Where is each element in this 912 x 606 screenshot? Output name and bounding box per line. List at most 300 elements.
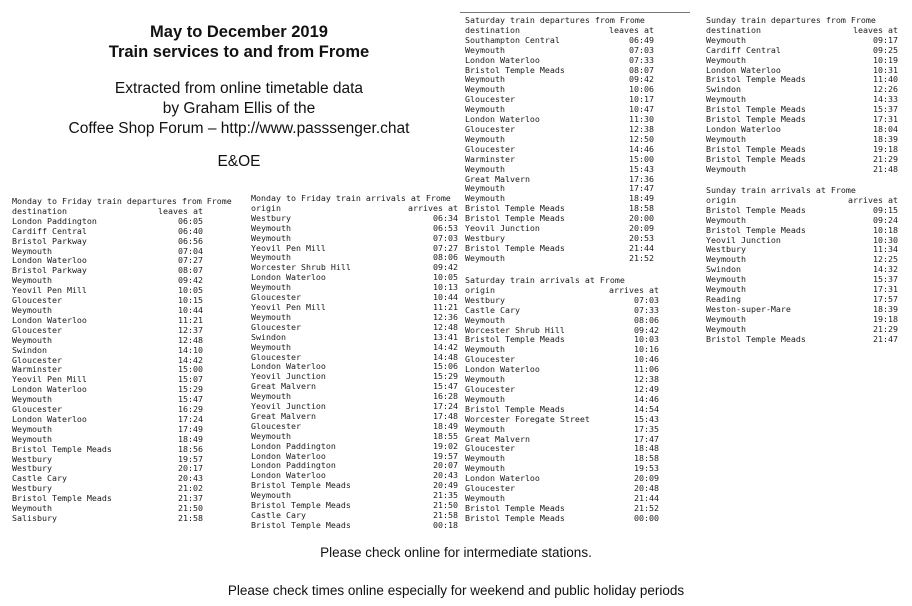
note-weekend: Please check times online especially for weekend and public holiday periods: [227, 583, 685, 598]
station-name: Bristol Temple Meads: [706, 333, 806, 344]
train-time: 18:56: [178, 443, 203, 454]
station-name: London Waterloo: [706, 64, 781, 75]
train-time: 14:10: [178, 344, 203, 355]
train-time: 17:24: [178, 413, 203, 424]
station-name: Warminster: [465, 153, 515, 164]
train-time: 18:48: [634, 443, 659, 454]
station-name: Weymouth: [251, 430, 291, 441]
station-name: Bristol Temple Meads: [465, 213, 565, 224]
station-name: Weymouth: [12, 394, 52, 405]
train-time: 10:47: [629, 104, 654, 115]
train-time: 12:38: [629, 123, 654, 134]
station-name: Yeovil Pen Mill: [251, 301, 326, 312]
train-time: 10:03: [634, 334, 659, 345]
station-name: Weymouth: [251, 222, 291, 233]
station-name: London Waterloo: [251, 272, 326, 283]
station-name: Bristol Temple Meads: [706, 104, 806, 115]
station-name: Castle Cary: [465, 304, 520, 315]
station-name: Westbury: [12, 483, 52, 494]
sun-departures-table: [706, 16, 900, 175]
station-name: Westbury: [251, 212, 291, 223]
station-name: Gloucester: [465, 123, 515, 134]
train-time: 09:15: [873, 204, 898, 215]
table-row: [12, 514, 205, 524]
table-row: [251, 521, 460, 531]
train-time: 14:42: [178, 354, 203, 365]
station-name: Weymouth: [251, 490, 291, 501]
train-time: 15:47: [433, 381, 458, 392]
station-name: Worcester Shrub Hill: [465, 324, 565, 335]
station-name: Weymouth: [706, 94, 746, 105]
station-name: Castle Cary: [12, 473, 67, 484]
train-time: 19:57: [178, 453, 203, 464]
station-name: Great Malvern: [251, 410, 316, 421]
train-time: 20:09: [634, 473, 659, 484]
train-time: 21:02: [178, 483, 203, 494]
station-name: Weymouth: [465, 314, 505, 325]
station-name: Cardiff Central: [706, 44, 781, 55]
station-name: Weymouth: [465, 252, 505, 263]
top-divider: [460, 12, 690, 13]
train-time: 14:32: [873, 264, 898, 275]
train-time: 19:18: [873, 313, 898, 324]
station-name: Gloucester: [465, 383, 515, 394]
train-time: 10:13: [433, 282, 458, 293]
station-name: Weymouth: [12, 433, 52, 444]
train-time: 10:05: [433, 272, 458, 283]
station-name: Worcester Shrub Hill: [251, 262, 351, 273]
train-time: 16:28: [433, 391, 458, 402]
train-time: 06:05: [178, 215, 203, 226]
train-time: 06:56: [178, 235, 203, 246]
train-time: 14:33: [873, 94, 898, 105]
train-time: 21:29: [873, 153, 898, 164]
station-name: Bristol Parkway: [12, 235, 87, 246]
train-time: 00:18: [433, 519, 458, 530]
column-header-time: arrives at: [609, 284, 659, 295]
train-time: 07:03: [634, 294, 659, 305]
station-name: Weymouth: [465, 104, 505, 115]
station-name: Yeovil Pen Mill: [251, 242, 326, 253]
train-time: 08:07: [178, 265, 203, 276]
station-name: Weymouth: [12, 423, 52, 434]
train-time: 09:42: [433, 262, 458, 273]
train-time: 17:31: [873, 284, 898, 295]
train-time: 10:30: [873, 234, 898, 245]
train-time: 12:36: [433, 311, 458, 322]
train-time: 10:44: [433, 292, 458, 303]
station-name: Gloucester: [465, 483, 515, 494]
train-time: 12:37: [178, 324, 203, 335]
table-title: Saturday train departures from Frome: [465, 15, 645, 25]
station-name: Weymouth: [706, 274, 746, 285]
station-name: Southampton Central: [465, 34, 560, 45]
station-name: Weymouth: [251, 391, 291, 402]
station-name: Great Malvern: [465, 173, 530, 184]
train-time: 12:38: [634, 374, 659, 385]
station-name: Swindon: [706, 264, 741, 275]
train-time: 17:35: [634, 423, 659, 434]
station-name: Bristol Temple Meads: [706, 224, 806, 235]
train-time: 10:19: [873, 54, 898, 65]
train-time: 10:18: [873, 224, 898, 235]
train-time: 14:46: [629, 143, 654, 154]
station-name: London Waterloo: [465, 54, 540, 65]
station-name: Bristol Temple Meads: [706, 74, 806, 85]
station-name: Weymouth: [465, 163, 505, 174]
train-time: 15:43: [629, 163, 654, 174]
train-time: 21:35: [433, 490, 458, 501]
train-time: 20:49: [433, 480, 458, 491]
train-time: 20:17: [178, 463, 203, 474]
station-name: Bristol Temple Meads: [706, 143, 806, 154]
station-name: Gloucester: [12, 354, 62, 365]
column-header-time: arrives at: [848, 194, 898, 205]
station-name: London Waterloo: [251, 450, 326, 461]
station-name: Bristol Temple Meads: [12, 493, 112, 504]
station-name: Westbury: [12, 463, 52, 474]
station-name: Weymouth: [465, 344, 505, 355]
station-name: Weymouth: [706, 284, 746, 295]
station-name: Bristol Temple Meads: [465, 203, 565, 214]
train-time: 07:03: [629, 44, 654, 55]
station-name: Weymouth: [12, 245, 52, 256]
station-name: Yeovil Junction: [251, 401, 326, 412]
sun-arrivals-table: [706, 186, 900, 345]
station-name: Bristol Temple Meads: [465, 334, 565, 345]
train-time: 17:36: [629, 173, 654, 184]
station-name: Weymouth: [251, 341, 291, 352]
station-name: Weymouth: [465, 183, 505, 194]
column-header-station: destination: [706, 24, 761, 35]
column-header-time: arrives at: [408, 202, 458, 213]
station-name: Weymouth: [706, 323, 746, 334]
station-name: Reading: [706, 293, 741, 304]
train-time: 21:37: [178, 493, 203, 504]
station-name: Gloucester: [12, 295, 62, 306]
station-name: Gloucester: [251, 321, 301, 332]
station-name: London Waterloo: [706, 123, 781, 134]
train-time: 19:02: [433, 440, 458, 451]
sat-departures-table: [465, 16, 656, 264]
station-name: Bristol Temple Meads: [465, 512, 565, 523]
station-name: Castle Cary: [251, 510, 306, 520]
train-time: 15:00: [178, 364, 203, 375]
source-line-3: Coffee Shop Forum – http://www.passsenger.chat: [68, 120, 410, 137]
train-time: 18:39: [873, 133, 898, 144]
train-time: 12:25: [873, 254, 898, 265]
station-name: Yeovil Junction: [465, 223, 540, 234]
station-name: Bristol Temple Meads: [706, 204, 806, 215]
station-name: Swindon: [12, 344, 47, 355]
table-title: Sunday train arrivals at Frome: [706, 185, 856, 195]
train-time: 19:57: [433, 450, 458, 461]
train-time: 20:07: [433, 460, 458, 471]
train-time: 09:42: [629, 74, 654, 85]
train-time: 11:06: [634, 364, 659, 375]
train-time: 18:58: [634, 453, 659, 464]
train-time: 07:33: [634, 304, 659, 315]
train-time: 12:49: [634, 383, 659, 394]
note-intermediate: Please check online for intermediate stations.: [320, 545, 592, 560]
train-time: 10:06: [629, 84, 654, 95]
station-name: Bristol Temple Meads: [251, 519, 351, 530]
station-name: Gloucester: [465, 143, 515, 154]
station-name: Gloucester: [12, 404, 62, 415]
station-name: Yeovil Pen Mill: [12, 374, 87, 385]
train-time: 08:07: [629, 64, 654, 75]
station-name: Weymouth: [12, 304, 52, 315]
column-header-time: leaves at: [158, 205, 203, 216]
station-name: Weymouth: [706, 313, 746, 324]
column-header-time: leaves at: [609, 24, 654, 35]
train-time: 21:48: [873, 163, 898, 174]
train-time: 21:52: [634, 502, 659, 513]
train-time: 09:42: [178, 275, 203, 286]
train-time: 15:29: [433, 371, 458, 382]
train-time: 21:47: [873, 333, 898, 344]
station-name: London Waterloo: [251, 470, 326, 481]
station-name: Weymouth: [465, 492, 505, 503]
station-name: Yeovil Junction: [251, 371, 326, 382]
train-time: 06:34: [433, 212, 458, 223]
station-name: Warminster: [12, 364, 62, 375]
station-name: London Waterloo: [12, 314, 87, 325]
train-time: 10:44: [178, 304, 203, 315]
train-time: 17:24: [433, 401, 458, 412]
train-time: 07:27: [178, 255, 203, 266]
table-row: [465, 165, 656, 175]
station-name: London Waterloo: [12, 413, 87, 424]
train-time: 11:30: [629, 114, 654, 125]
train-time: 21:44: [634, 492, 659, 503]
train-time: 09:25: [873, 44, 898, 55]
station-name: Gloucester: [465, 94, 515, 105]
station-name: Weymouth: [706, 163, 746, 174]
train-time: 06:40: [178, 225, 203, 236]
page-subtitle: Train services to and from Frome: [108, 43, 370, 61]
train-time: 17:31: [873, 114, 898, 125]
table-row: [465, 254, 656, 264]
station-name: Great Malvern: [465, 433, 530, 444]
station-name: Westbury: [12, 453, 52, 464]
train-time: 21:52: [629, 252, 654, 263]
train-time: 14:48: [433, 351, 458, 362]
station-name: Swindon: [251, 331, 286, 342]
train-time: 10:05: [178, 285, 203, 296]
station-name: Weymouth: [251, 252, 291, 263]
train-time: 07:27: [433, 242, 458, 253]
train-time: 07:04: [178, 245, 203, 256]
train-time: 20:00: [629, 213, 654, 224]
column-header-station: destination: [465, 24, 520, 35]
train-time: 08:06: [634, 314, 659, 325]
train-time: 12:26: [873, 84, 898, 95]
column-header-station: origin: [465, 284, 495, 295]
table-row: [465, 514, 661, 524]
station-name: Bristol Temple Meads: [465, 242, 565, 253]
train-time: 18:49: [178, 433, 203, 444]
station-name: Weymouth: [706, 214, 746, 225]
station-name: Weymouth: [465, 463, 505, 474]
column-header-station: origin: [251, 202, 281, 213]
table-row: [251, 343, 460, 353]
train-time: 21:58: [178, 513, 203, 523]
station-name: Gloucester: [251, 420, 301, 431]
train-time: 17:47: [629, 183, 654, 194]
train-time: 12:50: [629, 133, 654, 144]
train-time: 18:58: [629, 203, 654, 214]
column-header-station: destination: [12, 205, 67, 216]
train-time: 21:50: [433, 500, 458, 511]
train-time: 06:49: [629, 34, 654, 45]
station-name: Weymouth: [465, 74, 505, 85]
train-time: 15:43: [634, 413, 659, 424]
train-time: 21:29: [873, 323, 898, 334]
station-name: London Waterloo: [465, 364, 540, 375]
station-name: London Paddington: [12, 215, 97, 226]
station-name: Yeovil Junction: [706, 234, 781, 245]
train-time: 15:37: [873, 274, 898, 285]
station-name: Weymouth: [12, 334, 52, 345]
train-time: 20:43: [178, 473, 203, 484]
source-credit: [40, 79, 438, 139]
station-name: London Waterloo: [465, 114, 540, 125]
table-title: Monday to Friday train departures from Frome: [12, 196, 232, 206]
station-name: Westbury: [465, 232, 505, 243]
train-time: 15:47: [178, 394, 203, 405]
station-name: Bristol Temple Meads: [465, 403, 565, 414]
station-name: Weymouth: [12, 503, 52, 514]
station-name: Yeovil Pen Mill: [12, 285, 87, 296]
train-time: 09:24: [873, 214, 898, 225]
station-name: Bristol Temple Meads: [12, 443, 112, 454]
station-name: Weymouth: [465, 193, 505, 204]
station-name: Weymouth: [465, 423, 505, 434]
title-block: [40, 22, 438, 172]
station-name: London Paddington: [251, 460, 336, 471]
train-time: 09:17: [873, 34, 898, 45]
train-time: 14:54: [634, 403, 659, 414]
train-time: 11:21: [178, 314, 203, 325]
train-time: 14:46: [634, 393, 659, 404]
table-row: [706, 165, 900, 175]
page-title: May to December 2019: [150, 23, 328, 41]
train-time: 20:09: [629, 223, 654, 234]
station-name: Westbury: [465, 294, 505, 305]
train-time: 21:58: [433, 510, 458, 520]
train-time: 18:49: [629, 193, 654, 204]
station-name: Bristol Temple Meads: [251, 500, 351, 511]
table-title: Sunday train departures from Frome: [706, 15, 876, 25]
station-name: Weymouth: [251, 232, 291, 243]
table-title: Monday to Friday train arrivals at Frome: [251, 193, 451, 203]
train-time: 20:48: [634, 483, 659, 494]
train-time: 14:42: [433, 341, 458, 352]
station-name: Weymouth: [251, 311, 291, 322]
train-time: 11:21: [433, 301, 458, 312]
train-time: 13:41: [433, 331, 458, 342]
train-time: 16:29: [178, 404, 203, 415]
train-time: 10:46: [634, 354, 659, 365]
station-name: Weymouth: [706, 133, 746, 144]
train-time: 12:48: [178, 334, 203, 345]
station-name: Gloucester: [465, 443, 515, 454]
train-time: 17:49: [178, 423, 203, 434]
train-time: 07:03: [433, 232, 458, 243]
station-name: Weymouth: [706, 254, 746, 265]
train-time: 10:31: [873, 64, 898, 75]
eoe-disclaimer: E&OE: [217, 153, 261, 170]
station-name: Weymouth: [251, 282, 291, 293]
train-time: 08:06: [433, 252, 458, 263]
station-name: Salisbury: [12, 513, 57, 523]
train-time: 17:48: [433, 410, 458, 421]
train-time: 21:50: [178, 503, 203, 514]
source-line-2: by Graham Ellis of the: [162, 100, 316, 117]
table-row: [12, 346, 205, 356]
mf-arrivals-table: [251, 194, 460, 531]
station-name: Weymouth: [465, 84, 505, 95]
sat-arrivals-table: [465, 276, 661, 524]
table-title: Saturday train arrivals at Frome: [465, 275, 625, 285]
train-time: 21:44: [629, 242, 654, 253]
station-name: Cardiff Central: [12, 225, 87, 236]
train-time: 20:43: [433, 470, 458, 481]
station-name: Great Malvern: [251, 381, 316, 392]
train-time: 18:55: [433, 430, 458, 441]
train-time: 17:57: [873, 293, 898, 304]
station-name: Gloucester: [12, 324, 62, 335]
table-row: [465, 425, 661, 435]
train-time: 09:42: [634, 324, 659, 335]
column-header-station: origin: [706, 194, 736, 205]
station-name: Bristol Temple Meads: [465, 64, 565, 75]
station-name: London Waterloo: [12, 255, 87, 266]
train-time: 17:47: [634, 433, 659, 444]
train-time: 12:48: [433, 321, 458, 332]
station-name: Bristol Temple Meads: [706, 114, 806, 125]
station-name: London Paddington: [251, 440, 336, 451]
station-name: Bristol Temple Meads: [465, 502, 565, 513]
station-name: Bristol Temple Meads: [251, 480, 351, 491]
train-time: 10:17: [629, 94, 654, 105]
train-time: 10:15: [178, 295, 203, 306]
station-name: Weston-super-Mare: [706, 303, 791, 314]
station-name: Swindon: [706, 84, 741, 95]
train-time: 10:16: [634, 344, 659, 355]
station-name: London Waterloo: [465, 473, 540, 484]
station-name: London Waterloo: [12, 384, 87, 395]
station-name: Worcester Foregate Street: [465, 413, 590, 424]
station-name: Gloucester: [465, 354, 515, 365]
station-name: Weymouth: [465, 453, 505, 464]
station-name: Bristol Parkway: [12, 265, 87, 276]
mf-departures-table: [12, 196, 232, 524]
station-name: Weymouth: [465, 133, 505, 144]
table-row: [706, 335, 900, 345]
train-time: 11:40: [873, 74, 898, 85]
station-name: Weymouth: [706, 34, 746, 45]
train-time: 15:00: [629, 153, 654, 164]
station-name: Gloucester: [251, 292, 301, 303]
station-name: London Waterloo: [251, 361, 326, 372]
station-name: Gloucester: [251, 351, 301, 362]
train-time: 18:39: [873, 303, 898, 314]
train-time: 15:29: [178, 384, 203, 395]
column-header-time: leaves at: [853, 24, 898, 35]
train-time: 15:07: [178, 374, 203, 385]
